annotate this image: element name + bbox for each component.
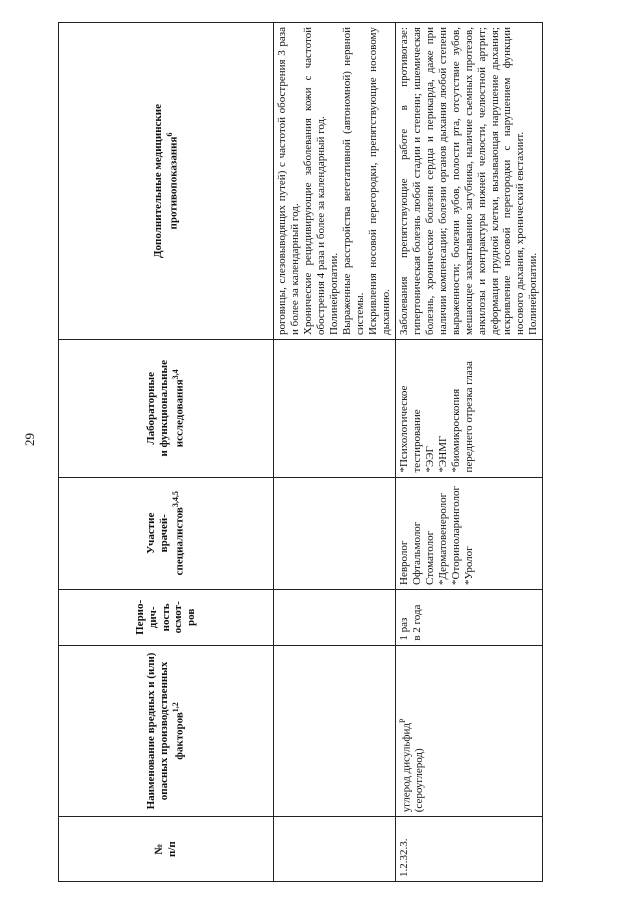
table-header-row	[59, 23, 274, 882]
row-contraindications: Заболевания препятствующие работе в противогазе: гипертоническая болезнь любой стадии и степени; ишемическая болезнь, хронические болезни сердца и перикарда, даже при наличии компенсации; болезни органов дыхания любой степени выраженности; болезни зубов, полости рта, отсутствие зубов, мешающее захватыванию загубника, наличие съемных протезов, анкилозы и контрактуры нижней челюсти, челюстной артрит; деформация грудной клетки, вызывающая нарушение дыхания; искривление носовой перегородки с нарушением функции носового дыхания, хронический евстахиит. Полинейропатии.	[395, 23, 543, 340]
header-contraindications: Дополнительные медицинские противопоказания$^6$	[59, 23, 274, 340]
table-row	[395, 23, 543, 882]
header-lab: Лабораторные и функциональные исследования$^{3,4}$	[59, 340, 274, 477]
row-number: 1.2.32.3.	[395, 817, 543, 882]
row-doctors: Невролог Офтальмолог Стоматолог *Дерматовенеролог *Оториноларинголог *Уролог	[395, 477, 543, 589]
row-factor: углерод дисульфид$^Р$ (сероуглерод)	[395, 645, 543, 817]
table-row-continuation	[274, 23, 396, 882]
header-factor: Наименование вредных и (или) опасных производственных факторов$^{1,2}$	[59, 645, 274, 817]
continuation-contraindications: роговицы, слезовыводящих путей) с частотой обострения 3 раза и более за календарный год. Хронические рецидивирующие заболевания кожи с частотой обострения 4 раза и более за календарный год. Полинейропатии. Выраженные расстройства вегетативной (автономной) нервной системы. Искривления носовой перегородки, препятствующие носовому дыханию.	[274, 23, 396, 340]
rotated-page	[58, 22, 618, 882]
header-doctors: Участие врачей- специалистов$^{3,4,5}$	[59, 477, 274, 589]
header-period: Перио- дич- ность осмот- ров	[59, 590, 274, 646]
row-period: 1 раз в 2 года	[395, 590, 543, 646]
contraindications-table	[58, 22, 543, 882]
row-lab: *Психологическое тестирование *ЭЭГ *ЭНМГ *биомикроскопия переднего отрезка глаза	[395, 340, 543, 477]
page-number: 29	[22, 433, 37, 446]
header-number: № п/п	[59, 817, 274, 882]
